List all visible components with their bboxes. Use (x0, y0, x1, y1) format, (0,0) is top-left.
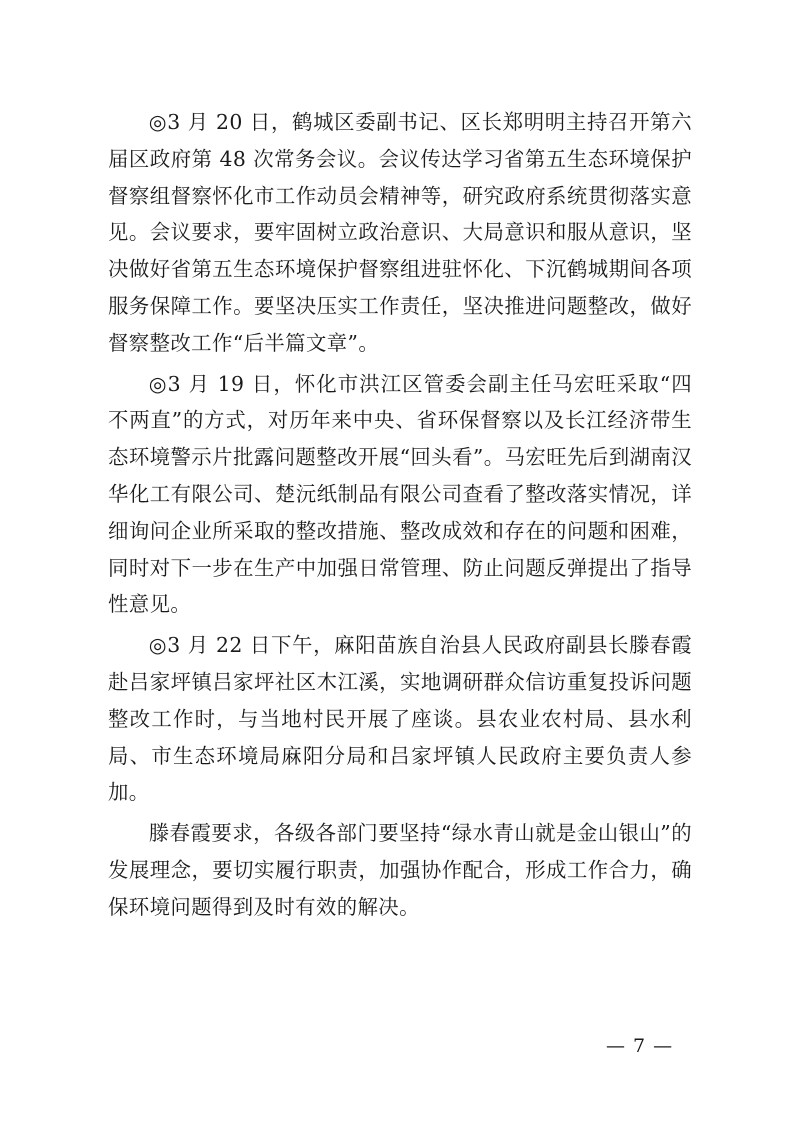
paragraph-teng-requirements: 滕春霞要求，各级各部门要坚持“绿水青山就是金山银山”的发展理念，要切实履行职责，加强协作配合，形成工作合力，确保环境问题得到及时有效的解决。 (108, 821, 692, 919)
document-body (108, 104, 692, 926)
paragraph-hecheng-meeting: ◎3 月 20 日，鹤城区委副书记、区长郑明明主持召开第六届区政府第 48 次常务会议。会议传达学习省第五生态环境保护督察组督察怀化市工作动员会精神等，研究政府系统贯彻落实意见。会议要求，要牢固树立政治意识、大局意识和服从意识，坚决做好省第五生态环境保护督察组进驻怀化、下沉鹤城期间各项服务保障工作。要坚决压实工作责任，坚决推进问题整改，做好督察整改工作“后半篇文章”。 (108, 110, 692, 355)
paragraph-mayang-survey: ◎3 月 22 日下午，麻阳苗族自治县人民政府副县长滕春霞赴吕家坪镇吕家坪社区木江溪，实地调研群众信访重复投诉问题整改工作时，与当地村民开展了座谈。县农业农村局、县水利局、市生态环境局麻阳分局和吕家坪镇人民政府主要负责人参加。 (108, 633, 692, 805)
paragraph-hongjiang-inspection: ◎3 月 19 日，怀化市洪江区管委会副主任马宏旺采取“四不两直”的方式，对历年来中央、省环保督察以及长江经济带生态环境警示片批露问题整改开展“回头看”。马宏旺先后到湖南汉华化工有限公司、楚沅纸制品有限公司查看了整改落实情况，详细询问企业所采取的整改措施、整改成效和存在的问题和困难，同时对下一步在生产中加强日常管理、防止问题反弹提出了指导性意见。 (108, 371, 692, 617)
page-number: — 7 — (606, 1035, 674, 1057)
